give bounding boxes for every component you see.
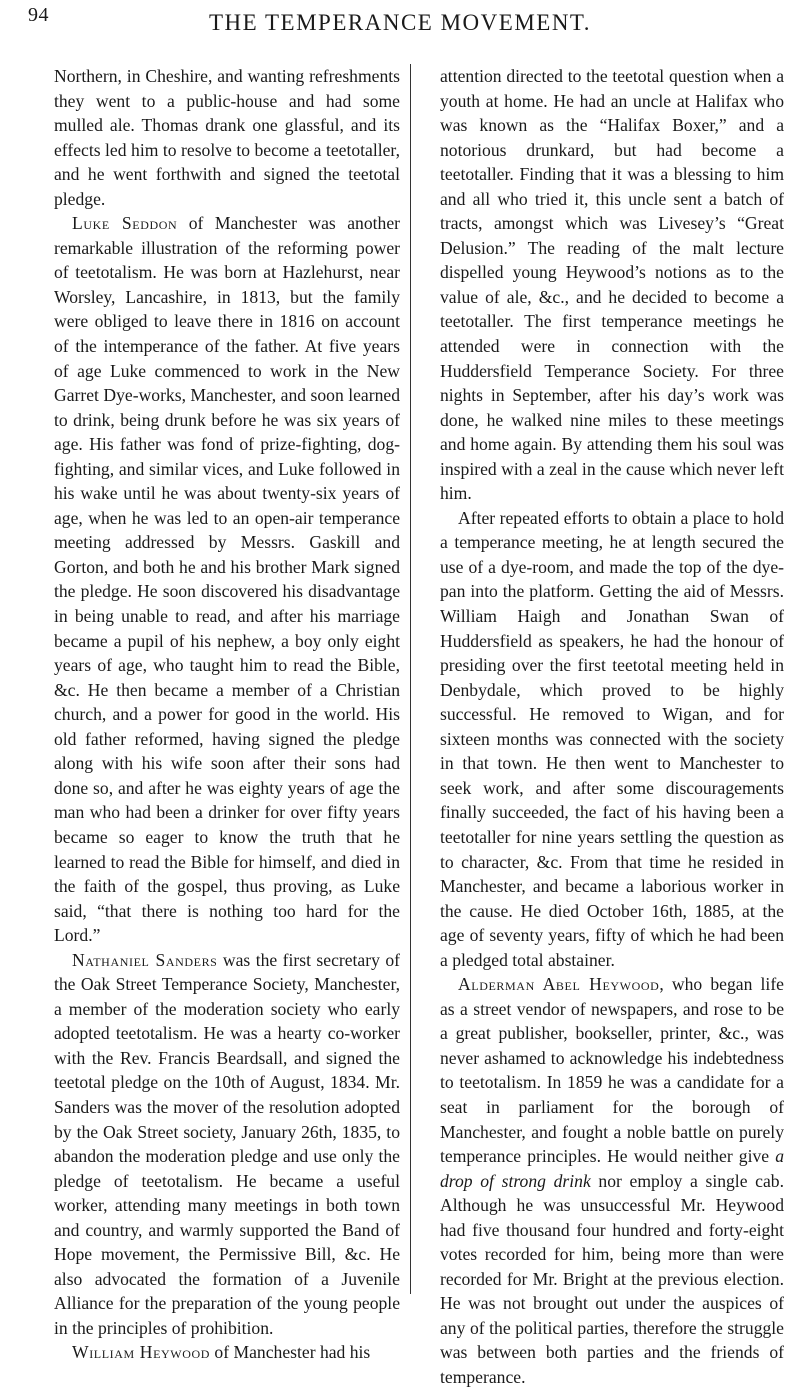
paragraph-text: of Manchester had his	[210, 1342, 371, 1363]
person-name-william-heywood: William Heywood	[72, 1342, 211, 1363]
person-name-abel-heywood: Alderman Abel Heywood	[458, 974, 660, 995]
running-title: THE TEMPERANCE MOVEMENT.	[208, 10, 592, 35]
paragraph-text: of Manchester was another remarkable illustration of the reforming power of teetotalism. He was born at Hazlehurst, near Worsley, Lancashire, in 1813, but the family were obliged to leave there in 1816 on account of the intemperance of the father. At five years of age Luke commenced to work in the New Garret Dye-works, Manchester, and soon learned to drink, being drunk before he was six years of age. His father was fond of prize-fighting, dog-fighting, and similar vices, and Luke followed in his wake until he was about twenty-six years of age, when he was led to an open-air temperance meeting addressed by Messrs. Gaskill and Gorton, and both he and his brother Mark signed the pledge. He soon discovered his disadvantage in being unable to read, and after his marriage became a pupil of his nephew, a boy only eight years of age, who taught him to read the Bible, &c. He then became a member of a Christian church, and a power for good in the world. His old father reformed, having signed the pledge along with his wife soon after their sons had done so, and after he was eighty years of age the man who had been a drinker for over fifty years became so eager to know the truth that he learned to read the Bible for himself, and died in the faith of the gospel, thus proving, as Luke said, “that there is nothing too hard for the Lord.”	[54, 213, 400, 946]
paragraph-text: , who began life as a street vendor of newspapers, and rose to be a great publisher, bookseller, printer, &c., was never ashamed to acknowledge his indebtedness to teetotalism. In 1859 he was a candidate for a seat in parliament for the borough of Manchester, and fought a noble battle on purely temperance principles. He would neither give	[440, 974, 784, 1167]
paragraph-temperance-meeting: After repeated efforts to obtain a place to hold a temperance meeting, he at length secured the use of a dye-room, and made the top of the dye-pan into the platform. Getting the aid of Messrs. William Haigh and Jonathan Swan of Huddersfield as speakers, he had the honour of presiding over the first teetotal meeting held in Denbydale, which proved to be highly successful. He removed to Wigan, and for sixteen months was connected with the society in that town. He then went to Manchester to seek work, and after some discouragements finally succeeded, the fact of his having been a teetotaller for nine years settling the question as to character, &c. From that time he resided in Manchester, and became a laborious worker in the cause. He died October 16th, 1885, at the age of seventy years, fifty of which he had been a pledged total abstainer.	[440, 507, 784, 970]
paragraph-nathaniel-sanders	[54, 948, 400, 1341]
paragraph-text: was the first secretary of the Oak Street Temperance Society, Manchester, a member of the moderation society who early adopted teetotalism. He was a hearty co-worker with the Rev. Francis Beardsall, and signed the teetotal pledge on the 10th of August, 1834. Mr. Sanders was the mover of the resolution adopted by the Oak Street society, January 26th, 1835, to abandon the moderation pledge and use only the pledge of teetotalism. He became a useful worker, attending many meetings in both town and country, and warmly supported the Band of Hope movement, the Permissive Bill, &c. He also advocated the formation of a Juvenile Alliance for the preparation of the young people in the principles of prohibition.	[54, 949, 400, 1338]
paragraph-text: nor employ a single cab. Although he was unsuccessful Mr. Heywood had five thousand four hundred and forty-eight votes recorded for him, being more than were recorded for Mr. Bright at the previous election. He was not brought out under the auspices of any of the political parties, therefore the struggle was between both parties and the friends of temperance.	[440, 1170, 784, 1387]
person-name-luke-seddon: Luke Seddon	[72, 213, 178, 234]
paragraph-william-heywood	[54, 1340, 400, 1365]
right-column	[440, 64, 784, 1387]
paragraph-luke-seddon	[54, 211, 400, 947]
paragraph-thomas-continued: Northern, in Cheshire, and wanting refreshments they went to a public-house and had some mulled ale. Thomas drank one glassful, and its effects led him to resolve to become a teetotaller, and he went forthwith and signed the teetotal pledge.	[54, 66, 400, 209]
page-number: 94	[28, 4, 49, 26]
paragraph-heywood-continued: attention directed to the teetotal question when a youth at home. He had an uncle at Halifax who was known as the “Halifax Boxer,” and a notorious drunkard, but had become a teetotaller. Finding that it was a blessing to him and all who tried it, this uncle sent a batch of tracts, amongst which was Livesey’s “Great Delusion.” The reading of the malt lecture dispelled young Heywood’s notions as to the value of ale, &c., and he decided to become a teetotaller. The first temperance meetings he attended were in connection with the Huddersfield Temperance Society. For three nights in September, after his day’s work was done, he walked nine miles to these meetings and home again. By attending them his soul was inspired with a zeal in the cause which never left him.	[440, 66, 784, 504]
italic-phrase: a drop of strong drink	[440, 1146, 784, 1191]
text-columns	[54, 64, 784, 1387]
paragraph-abel-heywood	[440, 972, 784, 1389]
left-column	[54, 64, 411, 1363]
person-name-nathaniel-sanders: Nathaniel Sanders	[72, 949, 218, 970]
